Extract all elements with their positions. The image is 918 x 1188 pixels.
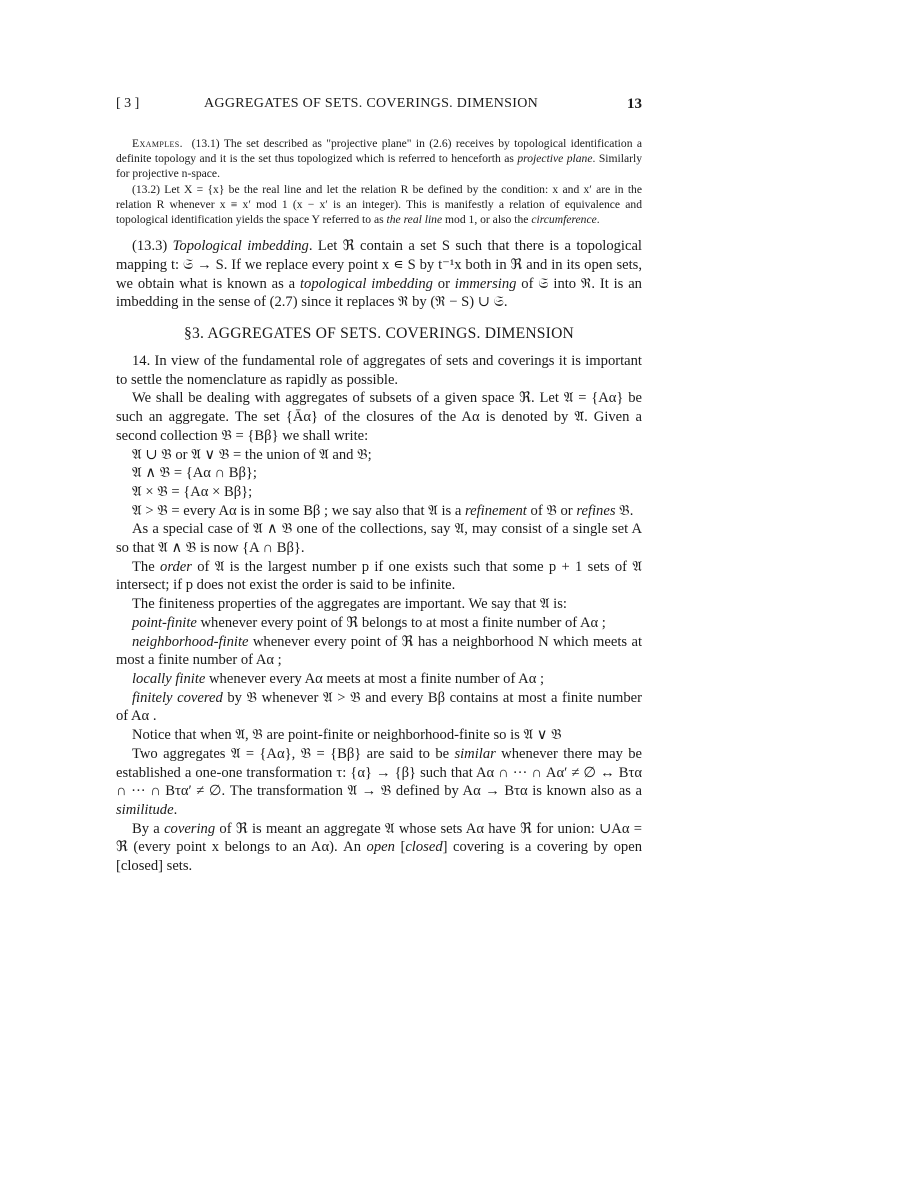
definition-finitely-covered [116, 689, 642, 726]
embedding-term-1: topological imbedding [299, 275, 433, 292]
locally-finite-text: whenever every Aα meets at most a finite number of Aα ; [205, 670, 545, 687]
paragraph-notice: Notice that when 𝔄, 𝔅 are point-finite or neighborhood-finite so is 𝔄 ∨ 𝔅 [132, 727, 562, 744]
embedding-term-2: immersing [454, 275, 517, 292]
order-term: order [160, 558, 192, 575]
definition-locally-finite [116, 670, 642, 689]
embedding-number: (13.3) [132, 238, 173, 255]
section-heading: §3. AGGREGATES OF SETS. COVERINGS. DIMENSION [183, 325, 574, 343]
point-finite-term: point-finite [132, 614, 197, 631]
embedding-paragraph [116, 237, 642, 312]
covering-lead: By a [132, 820, 165, 837]
finitely-covered-text: by 𝔅 whenever 𝔄 > 𝔅 and every Bβ contains at most a finite number of Aα . [116, 689, 642, 725]
definition-point-finite [116, 614, 642, 633]
open-term: open [366, 839, 395, 856]
refinement-text: 𝔄 > 𝔅 = every Aα is in some Bβ ; we say also that 𝔄 is a [132, 502, 465, 519]
paragraph-special-case: As a special case of 𝔄 ∧ 𝔅 one of the collections, say 𝔄, may consist of a single set A so that 𝔄 ∧ 𝔅 is now {A ∩ Bβ}. [116, 521, 642, 557]
embedding-title: Topological imbedding [172, 238, 309, 255]
neighborhood-finite-term: neighborhood-finite [132, 633, 249, 650]
examples-lead: Examples. [132, 137, 183, 150]
definition-product: 𝔄 × 𝔅 = {Aα × Bβ}; [132, 483, 253, 500]
section-body [116, 352, 642, 876]
example-13-1-tail: . Similarly for projective n-space. [116, 152, 643, 181]
definition-neighborhood-finite [116, 633, 642, 670]
example-13-1-emphasis: projective plane [517, 152, 593, 166]
definition-union: 𝔄 ∪ 𝔅 or 𝔄 ∨ 𝔅 = the union of 𝔄 and 𝔅; [132, 446, 372, 463]
example-13-1-text: (13.1) The set described as "projective plane" in (2.6) receives by topological identification a definite topology and it is the set thus topologized which is referred to henceforth as [116, 137, 643, 166]
refinement-mid: of 𝔅 or [526, 502, 577, 519]
definition-intersection: 𝔄 ∧ 𝔅 = {Aα ∩ Bβ}; [132, 465, 257, 482]
paragraph-aggregates: We shall be dealing with aggregates of subsets of a given space ℜ. Let 𝔄 = {Aα} be such an aggregate. The set {Āα} of the closures of the Aα is denoted by 𝔄̄. Given a second collection 𝔅 = {Bβ} we shall write: [116, 390, 642, 444]
covering-term: covering [164, 820, 216, 837]
example-13-2-tail: . [596, 213, 600, 227]
embedding-or: or [432, 275, 455, 292]
embedding-text: . Let ℜ contain a set S such that there is a topological mapping t: 𝔖 → S. If we replace every point x ∊ S by t⁻¹x both in ℜ and in its open sets, we obtain what is known as a [116, 238, 642, 292]
covering-text: of ℜ is meant an aggregate 𝔄 whose sets Aα have ℜ for union: ∪Aα = ℜ (every point x belongs to an Aα). An [116, 820, 642, 856]
paragraph-order [116, 558, 642, 595]
example-13-2 [116, 182, 642, 228]
running-title: AGGREGATES OF SETS. COVERINGS. DIMENSION [204, 96, 539, 111]
similar-text: whenever there may be established a one-one transformation τ: {α} → {β} such that Aα ∩ ··· ∩ Aα′ ≠ ∅ ↔ Bτα ∩ ··· ∩ Bτα′ ≠ ∅. The transformation 𝔄 → 𝔅 defined by Aα → Bτα is known also as a [116, 745, 642, 800]
refinement-term: refinement [465, 502, 527, 519]
closed-term: closed [405, 839, 443, 856]
running-header [116, 96, 642, 120]
paragraph-finiteness: The finiteness properties of the aggregates are important. We say that 𝔄 is: [132, 596, 567, 613]
refinement-tail: 𝔅. [615, 502, 634, 519]
similitude-term: similitude [116, 801, 174, 818]
order-lead: The [132, 558, 161, 575]
refines-term: refines [576, 502, 616, 519]
example-13-1 [116, 136, 642, 182]
paragraph-similar [116, 745, 642, 820]
example-13-2-text: (13.2) Let X = {x} be the real line and let the relation R be defined by the condition: x and x′ are in the relation R whenever x ≡ x′ mod 1 (x − x′ is an integer). This is manifestly a relation of equivalence and topological identification yields the space Y referred to as [116, 182, 642, 227]
covering-bracket: [ [394, 839, 406, 856]
examples-block [116, 136, 642, 227]
order-text: of 𝔄 is the largest number p if one exists such that some p + 1 sets of 𝔄 intersect; if p does not exist the order is said to be infinite. [116, 558, 642, 594]
example-13-2-emphasis-1: the real line [386, 213, 443, 227]
embedding-tail: of 𝔖 into ℜ. It is an imbedding in the sense of (2.7) since it replaces ℜ by (ℜ − S) ∪ 𝔖. [116, 275, 642, 311]
example-13-2-emphasis-2: circumference [531, 213, 597, 227]
similar-tail: . [173, 801, 178, 818]
page-number: 13 [627, 96, 642, 112]
definition-refinement [116, 502, 642, 521]
point-finite-text: whenever every point of ℜ belongs to at most a finite number of Aα ; [196, 614, 606, 631]
similar-term: similar [454, 745, 496, 762]
paragraph-14: 14. In view of the fundamental role of aggregates of sets and coverings it is important to settle the nomenclature as rapidly as possible. [116, 353, 642, 388]
chapter-marker: [ 3 ] [116, 96, 140, 111]
neighborhood-finite-text: whenever every point of ℜ has a neighborhood N which meets at most a finite number of Aα ; [116, 633, 642, 669]
finitely-covered-term: finitely covered [132, 689, 223, 706]
covering-tail: ] covering is a covering by open [closed] sets. [116, 839, 642, 875]
example-13-2-mid: mod 1, or also the [442, 213, 532, 227]
similar-lead: Two aggregates 𝔄 = {Aα}, 𝔅 = {Bβ} are said to be [132, 745, 455, 762]
locally-finite-term: locally finite [132, 670, 206, 687]
paragraph-covering [116, 820, 642, 876]
book-page [116, 96, 642, 876]
